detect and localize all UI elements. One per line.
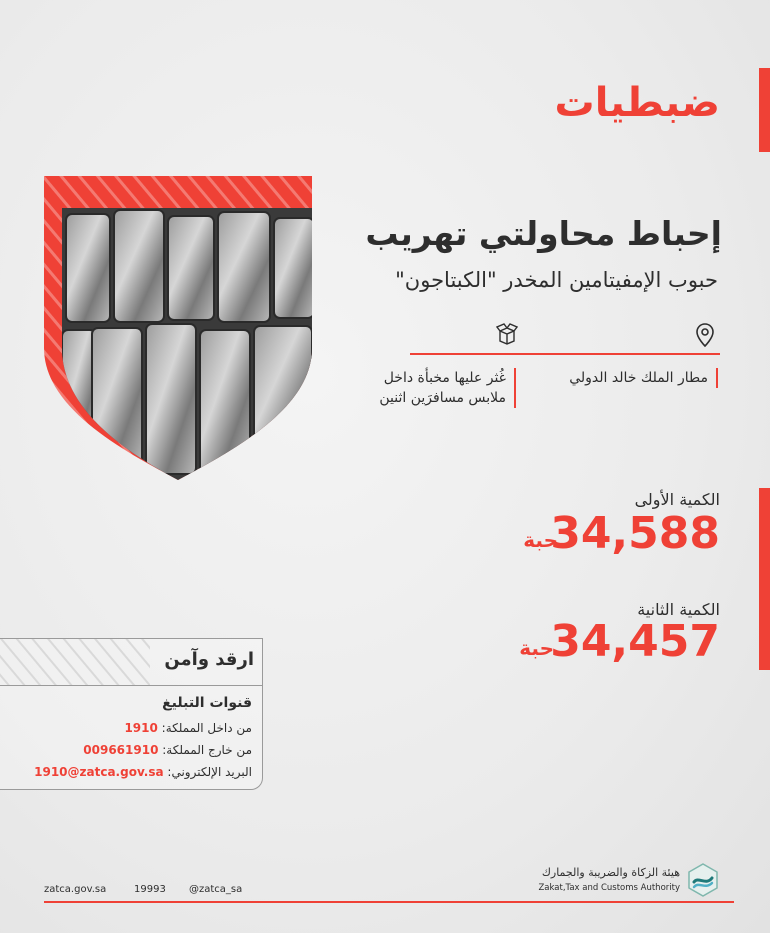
reporting-subtitle: قنوات التبليغ — [162, 695, 252, 711]
concealment-text — [356, 368, 516, 408]
concealment-line-1: غُثر عليها مخبأة داخل — [383, 370, 506, 386]
inside-kingdom-line — [124, 721, 252, 735]
footer-line — [44, 901, 734, 903]
outside-kingdom-number[interactable]: 009661910 — [83, 743, 159, 757]
inside-kingdom-number[interactable]: 1910 — [124, 721, 158, 735]
open-box-icon — [496, 320, 518, 346]
first-quantity-value: 34,588 — [550, 508, 720, 559]
quantities-accent-bar — [759, 488, 770, 670]
email-label: البريد الإلكتروني: — [167, 765, 252, 779]
outside-kingdom-label: من خارج المملكة: — [162, 743, 252, 757]
reporting-box-header — [0, 639, 262, 686]
title-accent-bar — [759, 68, 770, 152]
pill-packages — [62, 210, 312, 474]
footer-social[interactable]: @zatca_sa — [189, 884, 243, 895]
footer-website[interactable]: zatca.gov.sa — [44, 884, 107, 895]
first-quantity-unit: حبة — [523, 528, 558, 552]
second-quantity-unit: حبة — [519, 636, 554, 660]
reporting-title: ارقد وآمن — [164, 649, 254, 670]
subheadline: حبوب الإمفيتامين المخدر "الكبتاجون" — [395, 268, 718, 292]
org-name-english: Zakat,Tax and Customs Authority — [538, 883, 680, 893]
info-divider — [410, 353, 720, 355]
email-line — [34, 765, 252, 779]
email-link[interactable]: 1910@zatca.gov.sa — [34, 765, 164, 779]
location-pin-icon — [694, 322, 716, 348]
org-name-arabic: هيئة الزكاة والضريبة والجمارك — [541, 866, 680, 879]
page-title: ضبطيات — [554, 80, 720, 126]
reporting-box — [0, 638, 263, 790]
headline: إحباط محاولتي تهريب — [365, 214, 722, 253]
footer-phone[interactable]: 19993 — [134, 884, 166, 895]
second-quantity-label: الكمية الثانية — [637, 600, 720, 619]
zatca-logo-icon — [686, 862, 720, 898]
inside-kingdom-label: من داخل المملكة: — [161, 721, 252, 735]
first-quantity-label: الكمية الأولى — [634, 490, 720, 509]
concealment-line-2: ملابس مسافرَين اثنين — [379, 390, 506, 406]
second-quantity-value: 34,457 — [550, 616, 720, 667]
location-text: مطار الملك خالد الدولي — [569, 368, 718, 388]
outside-kingdom-line — [83, 743, 252, 757]
seizure-photo-shield — [44, 158, 312, 480]
